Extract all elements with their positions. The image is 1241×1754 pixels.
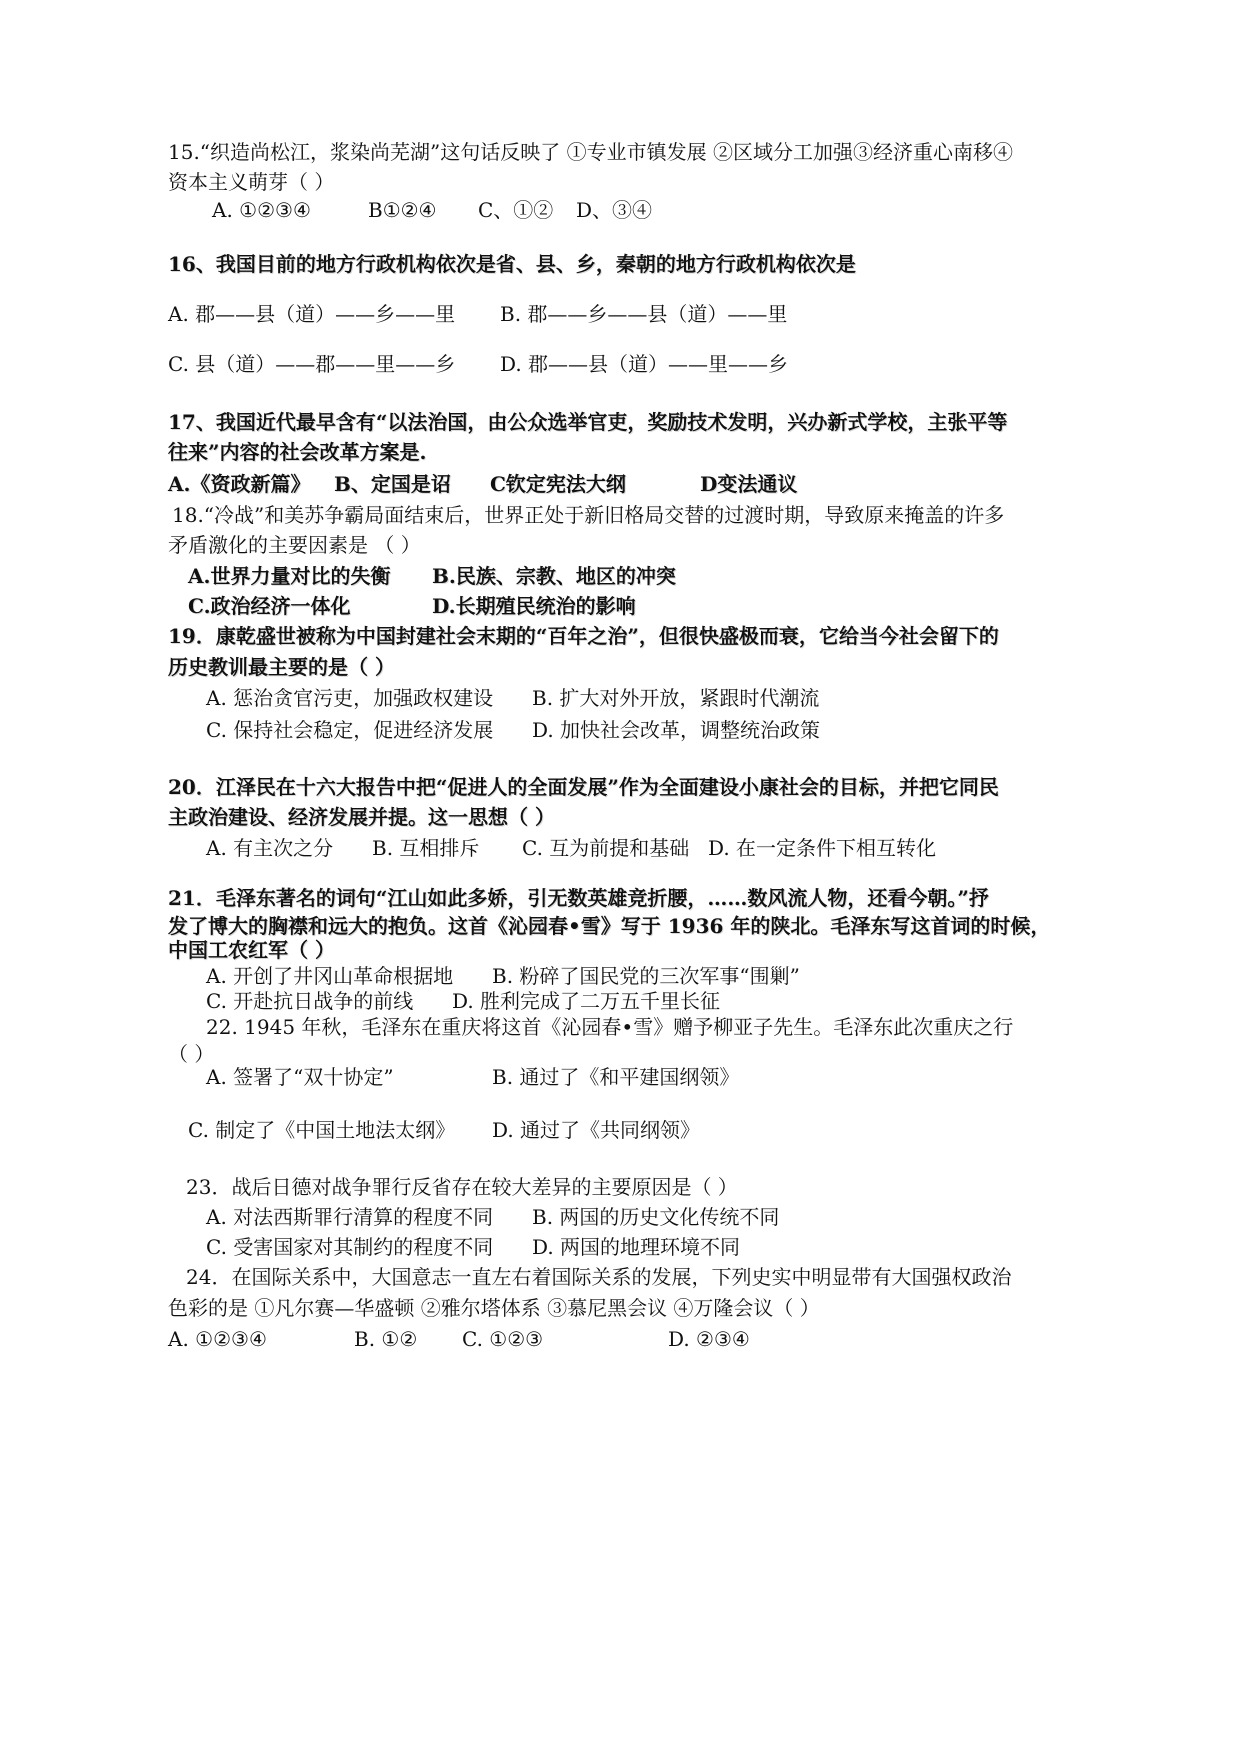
q21-stem-line-1: 21．毛泽东著名的词句“江山如此多娇，引无数英雄竞折腰，……数风流人物，还看今朝。”抒 [168,886,989,910]
q22-stem-line-1: 22. 1945 年秋，毛泽东在重庆将这首《沁园春•雪》赠予柳亚子先生。毛泽东此次重庆之行 [206,1015,1014,1039]
q15-option-c[interactable]: C、①② [478,198,554,222]
q15-option-b[interactable]: B①②④ [368,198,437,222]
q21-options-row-2 [206,989,720,1013]
q17-stem-line-1: 17、我国近代最早含有“以法治国，由公众选举官吏，奖励技术发明，兴办新式学校，主张平等 [168,410,1008,434]
q17-option-c[interactable]: C钦定宪法大纲 [490,472,626,496]
q21-options-row-1 [206,964,800,988]
q16-option-c[interactable]: C. 县（道）——郡——里——乡 [168,352,456,376]
q18-options-row-1 [188,564,676,588]
q22-option-b[interactable]: B. 通过了《和平建国纲领》 [492,1065,740,1089]
q23-option-b[interactable]: B. 两国的历史文化传统不同 [532,1205,780,1229]
q16-option-b[interactable]: B. 郡——乡——县（道）——里 [500,302,788,326]
q18-stem-line-2: 矛盾激化的主要因素是 （ ） [168,533,421,557]
q17-options [168,472,797,496]
q23-option-a[interactable]: A. 对法西斯罪行清算的程度不同 [206,1205,494,1229]
q15-stem-line-2: 资本主义萌芽（ ） [168,170,335,194]
q24-options [168,1327,750,1351]
q20-option-d[interactable]: D. 在一定条件下相互转化 [708,836,937,860]
q18-option-d[interactable]: D.长期殖民统治的影响 [432,594,636,618]
q22-option-a[interactable]: A. 签署了“双十协定” [206,1065,394,1089]
q22-option-d[interactable]: D. 通过了《共同纲领》 [492,1118,701,1142]
q24-stem-line-1: 24．在国际关系中，大国意志一直左右着国际关系的发展，下列史实中明显带有大国强权政治 [186,1265,1012,1289]
q24-option-a[interactable]: A. ①②③④ [168,1327,267,1351]
q21-option-a[interactable]: A. 开创了井冈山革命根据地 [206,964,454,988]
q17-option-d[interactable]: D变法通议 [700,472,798,496]
q22-option-c[interactable]: C. 制定了《中国土地法太纲》 [188,1118,456,1142]
q16-options-row-2 [168,352,788,376]
q23-option-d[interactable]: D. 两国的地理环境不同 [532,1235,741,1259]
q19-options-row-1 [206,686,819,710]
q19-option-a[interactable]: A. 惩治贪官污吏，加强政权建设 [206,686,494,710]
q15-option-d[interactable]: D、③④ [576,198,653,222]
q24-stem-line-2: 色彩的是 ①凡尔赛—华盛顿 ②雅尔塔体系 ③慕尼黑会议 ④万隆会议（ ） [168,1296,820,1320]
q15-option-a[interactable]: A. ①②③④ [212,198,311,222]
q18-option-b[interactable]: B.民族、宗教、地区的冲突 [432,564,676,588]
q18-option-a[interactable]: A.世界力量对比的失衡 [188,564,391,588]
q23-options-row-2 [206,1235,740,1259]
q24-option-c[interactable]: C. ①②③ [462,1327,544,1351]
q17-option-b[interactable]: B、定国是诏 [334,472,451,496]
q16-option-d[interactable]: D. 郡——县（道）——里——乡 [500,352,789,376]
q20-option-c[interactable]: C. 互为前提和基础 [522,836,690,860]
q21-stem-line-3: 中国工农红军（ ） [168,938,335,962]
q16-option-a[interactable]: A. 郡——县（道）——乡——里 [168,302,456,326]
q19-stem-line-1: 19．康乾盛世被称为中国封建社会末期的“百年之治”，但很快盛极而衰，它给当今社会留下的 [168,624,999,648]
q21-option-b[interactable]: B. 粉碎了国民党的三次军事“围剿” [492,964,800,988]
q18-option-c[interactable]: C.政治经济一体化 [188,594,351,618]
q20-option-a[interactable]: A. 有主次之分 [206,836,334,860]
q16-stem-line-1: 16、我国目前的地方行政机构依次是省、县、乡，秦朝的地方行政机构依次是 [168,252,856,276]
q19-option-b[interactable]: B. 扩大对外开放，紧跟时代潮流 [532,686,820,710]
q16-options-row-1 [168,302,787,326]
q20-options [206,836,936,860]
q23-option-c[interactable]: C. 受害国家对其制约的程度不同 [206,1235,494,1259]
q20-option-b[interactable]: B. 互相排斥 [372,836,480,860]
q15-stem-line-1: 15.“织造尚松江，浆染尚芜湖”这句话反映了 ①专业市镇发展 ②区域分工加强③经济重心南移④ [168,140,1013,164]
q18-options-row-2 [188,594,636,618]
q24-option-b[interactable]: B. ①② [354,1327,418,1351]
q15-options [212,198,652,222]
q22-stem-line-2: （ ） [168,1042,215,1066]
q17-stem-line-2: 往来”内容的社会改革方案是. [168,440,427,464]
q22-options-row-1 [206,1065,739,1089]
q19-options-row-2 [206,718,820,742]
q21-stem-line-2: 发了博大的胸襟和远大的抱负。这首《沁园春•雪》写于 1936 年的陕北。毛泽东写这首词的时候， [168,914,1051,938]
q19-option-d[interactable]: D. 加快社会改革，调整统治政策 [532,718,821,742]
q22-options-row-2 [188,1118,700,1142]
q19-stem-line-2: 历史教训最主要的是（ ） [168,655,395,679]
q20-stem-line-2: 主政治建设、经济发展并提。这一思想（ ） [168,805,555,829]
q19-option-c[interactable]: C. 保持社会稳定，促进经济发展 [206,718,494,742]
q21-option-c[interactable]: C. 开赴抗日战争的前线 [206,989,414,1013]
q17-option-a[interactable]: A.《资政新篇》 [168,472,311,496]
q23-options-row-1 [206,1205,779,1229]
q21-option-d[interactable]: D. 胜利完成了二万五千里长征 [452,989,721,1013]
q23-stem-line-1: 23．战后日德对战争罪行反省存在较大差异的主要原因是（ ） [186,1175,738,1199]
q24-option-d[interactable]: D. ②③④ [668,1327,750,1351]
q18-stem-line-1: 18.“冷战”和美苏争霸局面结束后，世界正处于新旧格局交替的过渡时期，导致原来掩盖的许多 [172,503,1005,527]
q20-stem-line-1: 20．江泽民在十六大报告中把“促进人的全面发展”作为全面建设小康社会的目标，并把它同民 [168,775,999,799]
